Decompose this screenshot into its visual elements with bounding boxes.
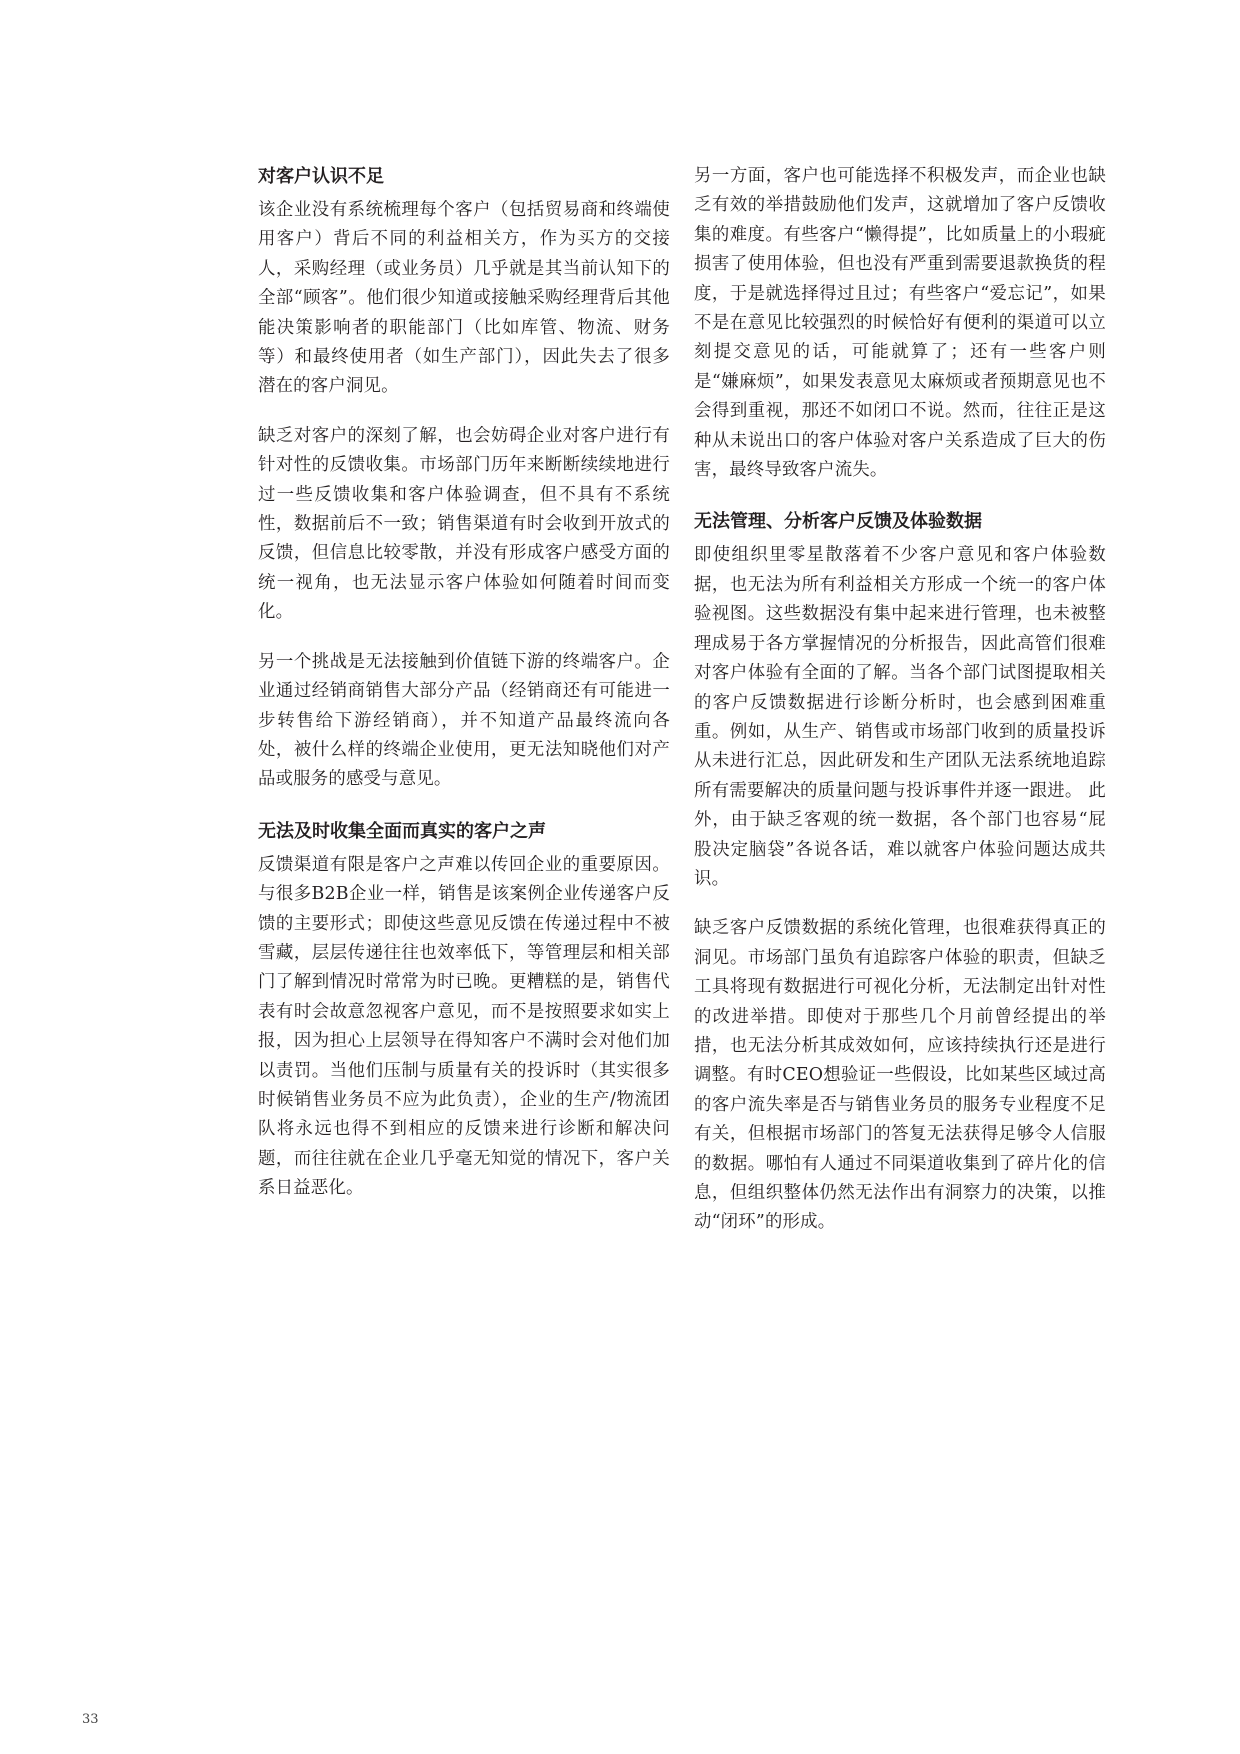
section-heading: 对客户认识不足 (258, 166, 384, 187)
left-column (258, 162, 670, 1224)
page-number: 33 (82, 1712, 99, 1727)
paragraph: 缺乏客户反馈数据的系统化管理，也很难获得真正的洞见。市场部门虽负有追踪客户体验的职责，但缺乏工具将现有数据进行可视化分析，无法制定出针对性的改进举措。即使对于那些几个月前曾经提出的举措，也无法分析其成效如何，应该持续执行还是进行调整。有时CEO想验证一些假设，比如某些区域过高的客户流失率是否与销售业务员的服务专业程度不足有关，但根据市场部门的答复无法获得足够令人信服的数据。哪怕有人通过不同渠道收集到了碎片化的信息，但组织整体仍然无法作出有洞察力的决策，以推动“闭环”的形成。 (694, 918, 1106, 1233)
paragraph: 另一个挑战是无法接触到价值链下游的终端客户。企业通过经销商销售大部分产品（经销商还有可能进一步转售给下游经销商），并不知道产品最终流向各处，被什么样的终端企业使用，更无法知晓他们对产品或服务的感受与意见。 (258, 651, 670, 790)
paragraph: 缺乏对客户的深刻了解，也会妨碍企业对客户进行有针对性的反馈收集。市场部门历年来断断续续地进行过一些反馈收集和客户体验调查，但不具有不系统性，数据前后不一致；销售渠道有时会收到开放式的反馈，但信息比较零散，并没有形成客户感受方面的统一视角，也无法显示客户体验如何随着时间而变化。 (258, 425, 670, 623)
paragraph: 即使组织里零星散落着不少客户意见和客户体验数据，也无法为所有利益相关方形成一个统一的客户体验视图。这些数据没有集中起来进行管理，也未被整理成易于各方掌握情况的分析报告，因此高管们很难对客户体验有全面的了解。当各个部门试图提取相关的客户反馈数据进行诊断分析时，也会感到困难重重。例如，从生产、销售或市场部门收到的质量投诉从未进行汇总，因此研发和生产团队无法系统地追踪所有需要解决的质量问题与投诉事件并逐一跟进。 此外，由于缺乏客观的统一数据，各个部门也容易“屁股决定脑袋”各说各话，难以就客户体验问题达成共识。 (694, 545, 1106, 889)
paragraph: 该企业没有系统梳理每个客户（包括贸易商和终端使用客户）背后不同的利益相关方，作为买方的交接人，采购经理（或业务员）几乎就是其当前认知下的全部“顾客”。他们很少知道或接触采购经理背后其他能决策影响者的职能部门（比如库管、物流、财务等）和最终使用者（如生产部门），因此失去了很多潜在的客户洞见。 (258, 200, 670, 397)
paragraph: 另一方面，客户也可能选择不积极发声，而企业也缺乏有效的举措鼓励他们发声，这就增加了客户反馈收集的难度。有些客户“懒得提”，比如质量上的小瑕疵损害了使用体验，但也没有严重到需要退款换货的程度，于是就选择得过且过；有些客户“爱忘记”，如果不是在意见比较强烈的时候恰好有便利的渠道可以立刻提交意见的话，可能就算了；还有一些客户则是“嫌麻烦”，如果发表意见太麻烦或者预期意见也不会得到重视，那还不如闭口不说。然而，往往正是这种从未说出口的客户体验对客户关系造成了巨大的伤害，最终导致客户流失。 (694, 166, 1106, 481)
paragraph: 反馈渠道有限是客户之声难以传回企业的重要原因。与很多B2B企业一样，销售是该案例企业传递客户反馈的主要形式；即使这些意见反馈在传递过程中不被雪藏，层层传递往往也效率低下，等管理层和相关部门了解到情况时常常为时已晚。更糟糕的是，销售代表有时会故意忽视客户意见，而不是按照要求如实上报，因为担心上层领导在得知客户不满时会对他们加以责罚。当他们压制与质量有关的投诉时（其实很多时候销售业务员不应为此负责），企业的生产/物流团队将永远也得不到相应的反馈来进行诊断和解决问题，而往往就在企业几乎毫无知觉的情况下，客户关系日益恶化。 (258, 854, 670, 1199)
section-heading: 无法管理、分析客户反馈及体验数据 (694, 511, 982, 533)
right-column (694, 162, 1106, 1258)
section-heading: 无法及时收集全面而真实的客户之声 (258, 820, 546, 842)
